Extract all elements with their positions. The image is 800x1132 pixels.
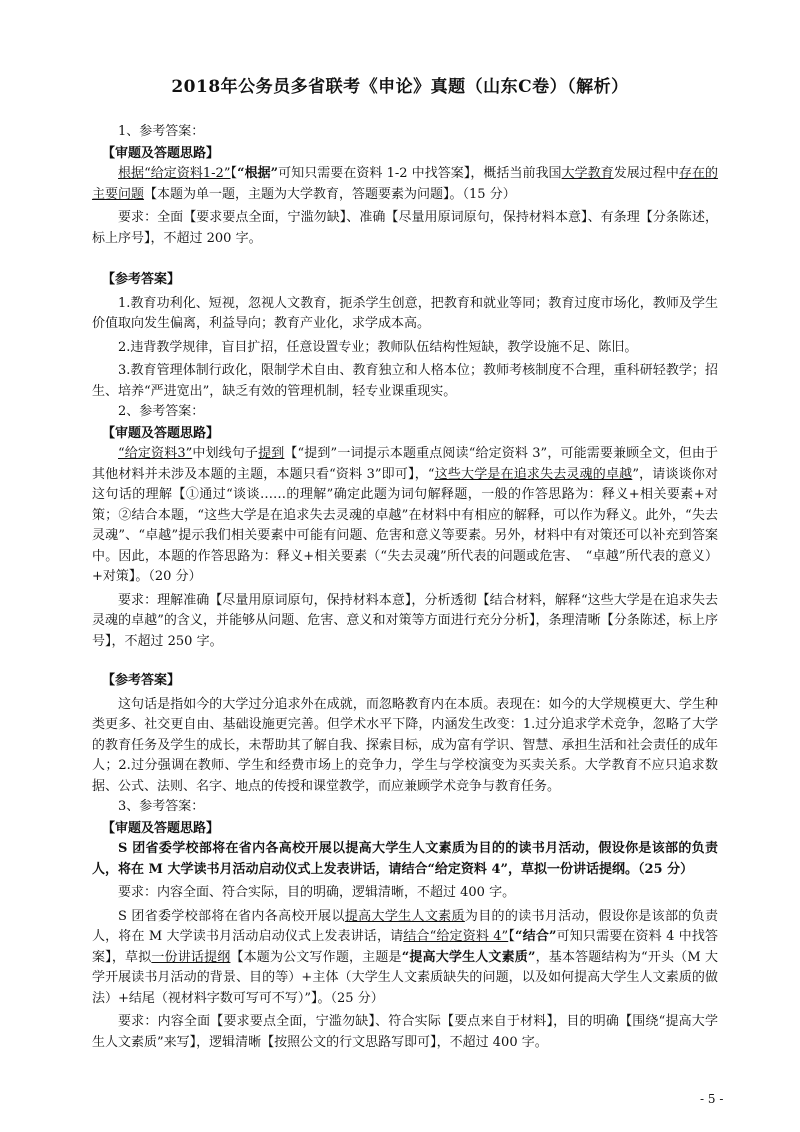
q3-requirements-2: 要求：内容全面【要求要点全面，宁滥勿缺】、符合实际【要点来自于材料】，目的明确【围绕“提高大学生人文素质”来写】，逻辑清晰【按照公文的行文思路写即可】，不超过 400 字。 — [92, 1014, 718, 1050]
q1-label: 1、参考答案： — [118, 124, 205, 139]
q1-answer-item: 1.教育功利化、短视，忽视人文教育，扼杀学生创意，把教育和就业等同；教育过度市场化，教师及学生价值取向发生偏离，利益导向；教育产业化，求学成本高。 — [92, 295, 718, 331]
text-run: 【 — [230, 166, 238, 181]
text-run: 存在的主要问题 — [92, 166, 718, 202]
text-run: 为目的的读书月活动，假设你是该部的负责人，将在 M 大学读书月活动启动仪式上发表讲话，请 — [92, 908, 718, 944]
text-run: 可知只需要在资料 4 中找答案】，草拟 — [92, 929, 718, 965]
text-run: 【本题为单一题，主题为大学教育，答题要素为问题】。（15 分） — [144, 186, 516, 202]
text-run: 发展过程中 — [613, 166, 679, 181]
text-run: “根据” — [237, 166, 279, 181]
q2-requirements: 要求：理解准确【尽量用原词原句，保持材料本意】，分析透彻【结合材料，解释“这些大学是在追求失去灵魂的卓越”的含义，并能够从问题、危害、意义和对策等方面进行充分分析】，条理清晰【分条陈述，标上序号】，不超过 250 字。 — [92, 592, 718, 649]
document-body — [92, 122, 718, 1053]
q3-thinking-heading: 【审题及答题思路】 — [102, 820, 220, 836]
text-run: 大学教育 — [561, 166, 614, 181]
text-run: ”，请谈谈你对这句话的理解【①通过“谈谈……的理解”确定此题为词句解释题，一般的作答思路为：释义+相关要素+对策；②结合本题，“这些大学是在追求失去灵魂的卓越”在材料中有相应的解释，可以作为释义。此外，“失去灵魂”、“卓越”提示我们相关要素中可能有问题、危害和意义等要素。另外，材料中有对策还可以补充到答案中。因此，本题的作答思路为：释义+相关要素（“失去灵魂”所代表的问题或危害、 “卓越”所代表的意义）+对策】。（20 分） — [92, 466, 718, 584]
q2-label: 2、参考答案： — [118, 404, 205, 419]
q2-answer-text: 这句话是指如今的大学过分追求外在成就，而忽略教育内在本质。表现在：如今的大学规模更大、学生种类更多、社交更自由、基础设施更完善。但学术水平下降，内涵发生改变：1.过分追求学术竞争，忽略了大学的教育任务及学生的成长，未帮助其了解自我、探索目标，成为富有学识、智慧、承担生活和社会责任的成年人；2.过分强调在教师、学生和经费市场上的竞争力，学生与学校演变为买卖关系。大学教育不应只追求数据、公式、法则、名字、地点的传授和课堂教学，而应兼顾学术竞争与教育任务。 — [92, 696, 718, 794]
text-run: S 团省委学校部将在省内各高校开展以 — [118, 908, 345, 924]
text-run: 【本题为公文写作题，主题是 — [230, 949, 402, 965]
text-run: 这些大学是在追求失去灵魂的卓越 — [434, 466, 633, 482]
text-run: “提高大学生人文素质” — [401, 949, 536, 965]
spacer — [92, 652, 718, 670]
q3-requirements-1: 要求：内容全面、符合实际，目的明确，逻辑清晰，不超过 400 字。 — [118, 885, 516, 900]
text-run: “给定资料3” — [118, 446, 193, 461]
q1-answer-item: 3.教育管理体制行政化，限制学术自由、教育独立和人格本位；教师考核制度不合理，重科研轻教学；招生、培养“严进宽出”，缺乏有效的管理机制，轻专业课重现实。 — [92, 363, 718, 399]
q2-thinking-paragraph — [92, 444, 718, 588]
q2-thinking-heading: 【审题及答题思路】 — [102, 425, 220, 441]
text-run: 中划线句子 — [192, 446, 259, 461]
q3-thinking-paragraph — [92, 907, 718, 1010]
q3-label: 3、参考答案： — [118, 799, 205, 814]
page-title: 2018年公务员多省联考《申论》真题（山东C卷）（解析） — [171, 77, 629, 97]
spacer — [92, 249, 718, 269]
text-run: 根据 — [118, 166, 145, 181]
text-run: “给定资料1-2” — [144, 166, 231, 181]
text-run: 结合“给定资料 4” — [403, 929, 509, 944]
text-run: ，基本答题结构为“开头（M 大学开展读书月活动的背景、目的等）+主体（大学生人文素质缺失的问题，以及如何提高大学生人文素质的做法）+结尾（视材料字数可写可不写）”】。（25 分） — [92, 949, 718, 1006]
page-number: - 5 - — [700, 1092, 724, 1106]
text-run: “结合” — [515, 929, 557, 944]
q1-requirements: 要求：全面【要求要点全面，宁滥勿缺】、准确【尽量用原词原句，保持材料本意】、有条理【分条陈述，标上序号】，不超过 200 字。 — [92, 210, 718, 246]
q2-answer-heading: 【参考答案】 — [102, 673, 181, 688]
q1-answer-item: 2.违背教学规律，盲目扩招，任意设置专业；教师队伍结构性短缺，教学设施不足、陈旧。 — [118, 339, 638, 355]
text-run: 可知只需要在资料 1-2 中找答案】，概括当前我国 — [278, 166, 562, 181]
text-run: 一份讲话提纲 — [151, 949, 231, 965]
q1-answer-heading: 【参考答案】 — [102, 272, 181, 287]
q1-thinking-paragraph — [92, 164, 718, 205]
q1-thinking-heading: 【审题及答题思路】 — [102, 145, 220, 161]
text-run: 提高大学生人文素质 — [344, 908, 465, 924]
text-run: 提到 — [258, 446, 285, 461]
text-run: 【“提到”一词提示本题重点阅读“给定资料 3”，可能需要兼顾全文，但由于其他材料并未涉及本题的主题，本题只看“资料 3”即可】，“ — [92, 446, 718, 482]
q3-question: S 团省委学校部将在省内各高校开展以提高大学生人文素质为目的的读书月活动，假设你是该部的负责人，将在 M 大学读书月活动启动仪式上发表讲话，请结合“给定资料 4”，草拟一份讲话提纲。（25 分） — [92, 841, 718, 877]
text-run: 【 — [508, 929, 516, 944]
